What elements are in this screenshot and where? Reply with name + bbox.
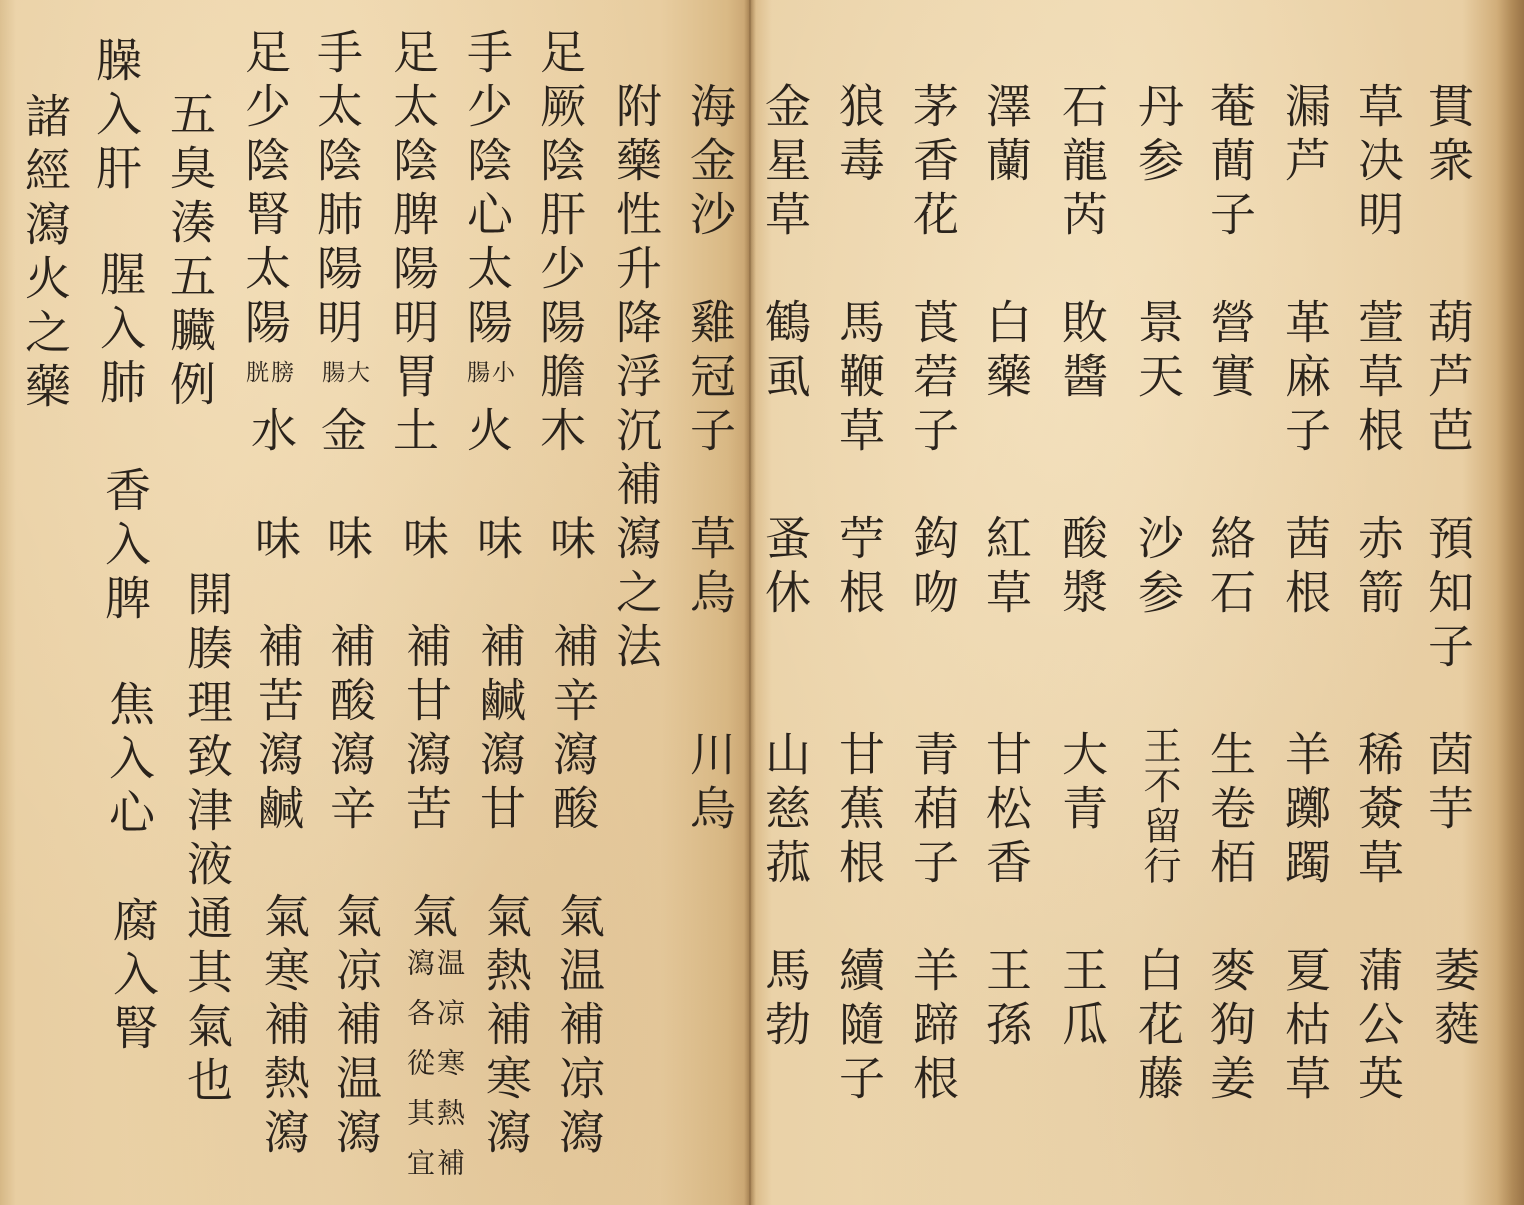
herb-name: 雞冠子 <box>683 298 737 460</box>
taste-rule: 補酸瀉辛 <box>323 622 377 838</box>
herb-column <box>685 0 735 1205</box>
qi-rule: 氣寒補熱瀉 <box>257 892 311 1162</box>
smell-item: 焦入心 <box>102 680 156 842</box>
herb-name: 羊躑躅 <box>1278 730 1332 892</box>
herb-name: 大青 <box>1055 730 1109 838</box>
meridian-column <box>460 0 533 1205</box>
herb-name: 草烏 <box>683 514 737 622</box>
herb-name: 菴蕳子 <box>1203 82 1257 244</box>
meridian-note: 小腸 <box>463 360 514 383</box>
herb-name: 苧根 <box>832 514 886 622</box>
meridian-element: 火 <box>460 406 514 460</box>
herb-column <box>834 0 884 1205</box>
herb-name: 馬勃 <box>758 946 812 1054</box>
herb-name: 羊蹄根 <box>906 946 960 1108</box>
qi-rule: 氣凉補温瀉 <box>329 892 383 1162</box>
herb-column <box>1205 0 1255 1205</box>
herb-name: 茵芋 <box>1421 730 1475 838</box>
meridian-column <box>310 0 383 1205</box>
herb-name: 敗醬 <box>1055 298 1109 406</box>
herb-name: 澤蘭 <box>979 82 1033 190</box>
taste-label: 味 <box>248 514 302 568</box>
herb-name: 王不留行 <box>1137 726 1181 886</box>
herb-name: 甘松香 <box>979 730 1033 892</box>
herb-name: 金星草 <box>758 82 812 244</box>
herb-name: 白藥 <box>979 298 1033 406</box>
herb-column <box>1280 0 1330 1205</box>
herb-column <box>981 0 1031 1205</box>
taste-rule: 補苦瀉鹹 <box>251 622 305 838</box>
right-page <box>750 0 1524 1205</box>
meridian-column <box>386 0 466 1205</box>
herb-name: 莨菪子 <box>906 298 960 460</box>
taste-label: 味 <box>396 514 450 568</box>
herb-name: 鶴虱 <box>758 298 812 406</box>
herb-name: 草决明 <box>1351 82 1405 244</box>
taste-label: 味 <box>470 514 524 568</box>
herb-name: 丹参 <box>1131 82 1185 190</box>
herb-column <box>908 0 958 1205</box>
herb-name: 赤箭 <box>1351 514 1405 622</box>
herb-name: 山慈菰 <box>758 730 812 892</box>
herb-name: 蚤休 <box>758 514 812 622</box>
meridian-channel: 足厥陰肝少陽膽木 <box>533 28 587 460</box>
herb-name: 續隨子 <box>832 946 886 1108</box>
five-smells-column <box>89 0 160 1205</box>
herb-name: 麥狗姜 <box>1203 946 1257 1108</box>
herb-name: 紅草 <box>979 514 1033 622</box>
next-title-column <box>20 0 70 1205</box>
five-smells-title-column <box>163 0 234 1205</box>
smell-item: 腐入腎 <box>106 896 160 1058</box>
herb-name: 狼毒 <box>832 82 886 190</box>
herb-name: 鈎吻 <box>906 514 960 622</box>
herb-name: 王瓜 <box>1055 946 1109 1054</box>
herb-name: 營實 <box>1203 298 1257 406</box>
herb-column <box>1353 0 1403 1205</box>
herb-name: 漏芦 <box>1278 82 1332 190</box>
herb-name: 青葙子 <box>906 730 960 892</box>
herb-name: 稀薟草 <box>1351 730 1405 892</box>
herb-name: 蒲公英 <box>1351 946 1405 1108</box>
book-gutter <box>744 0 756 1205</box>
qi-rule: 氣熱補寒瀉 <box>479 892 533 1162</box>
qi-rule: 氣温補凉瀉 <box>552 892 606 1162</box>
next-section-title: 諸經瀉火之藥 <box>18 92 72 416</box>
herb-name: 王孫 <box>979 946 1033 1054</box>
meridian-note: 膀胱 <box>242 360 293 383</box>
left-page <box>0 0 750 1205</box>
herb-column <box>760 0 810 1205</box>
taste-rule: 補辛瀉酸 <box>546 622 600 838</box>
herb-name: 絡石 <box>1203 514 1257 622</box>
meridian-column <box>533 0 606 1205</box>
taste-label: 味 <box>543 514 597 568</box>
taste-label: 味 <box>320 514 374 568</box>
herb-name: 預知子 <box>1421 514 1475 676</box>
herb-name: 海金沙 <box>683 82 737 244</box>
five-smells-title: 五臭湊五臟例 <box>163 90 217 414</box>
meridian-channel: 足太陰脾陽明胃土 <box>386 28 440 460</box>
meridian-element: 水 <box>244 406 298 460</box>
smell-item: 腥入肺 <box>93 250 147 412</box>
herb-name: 貫衆 <box>1421 82 1475 190</box>
herb-name: 馬鞭草 <box>832 298 886 460</box>
meridian-element: 金 <box>314 406 368 460</box>
smell-item: 臊入肝 <box>89 36 143 198</box>
smell-item: 香入脾 <box>98 466 152 628</box>
herb-name: 萱草根 <box>1351 298 1405 460</box>
herb-name: 茅香花 <box>906 82 960 244</box>
herb-name: 白花藤 <box>1131 946 1185 1108</box>
herb-column <box>1133 0 1183 1205</box>
herb-column <box>1421 0 1481 1205</box>
herb-name: 夏枯草 <box>1278 946 1332 1108</box>
five-smells-note: 開腠理致津液通其氣也 <box>180 570 234 1110</box>
herb-name: 酸漿 <box>1055 514 1109 622</box>
herb-name: 萎蕤 <box>1427 946 1481 1054</box>
herb-name: 革麻子 <box>1278 298 1332 460</box>
herb-name: 川烏 <box>683 730 737 838</box>
herb-name: 景天 <box>1131 298 1185 406</box>
herb-name: 葫芦芭 <box>1421 298 1475 460</box>
herb-name: 石龍芮 <box>1055 82 1109 244</box>
meridian-channel: 手少陰心太陽 <box>460 28 514 352</box>
meridian-column <box>238 0 311 1205</box>
taste-rule: 補鹹瀉甘 <box>473 622 527 838</box>
herb-name: 茜根 <box>1278 514 1332 622</box>
herb-name: 生卷栢 <box>1203 730 1257 892</box>
meridian-note: 大腸 <box>318 360 369 383</box>
section-title-column <box>611 0 661 1205</box>
meridian-channel: 足少陰腎太陽 <box>238 28 292 352</box>
qi-note: 温凉寒熱補瀉各從其宜 <box>403 948 466 1198</box>
section-title: 附藥性升降浮沉補瀉之法 <box>609 82 663 676</box>
meridian-channel: 手太陰肺陽明 <box>310 28 364 352</box>
herb-name: 甘蕉根 <box>832 730 886 892</box>
herb-name: 沙参 <box>1131 514 1185 622</box>
qi-label: 氣 <box>405 892 459 946</box>
taste-rule: 補甘瀉苦 <box>399 622 453 838</box>
herb-column <box>1057 0 1107 1205</box>
